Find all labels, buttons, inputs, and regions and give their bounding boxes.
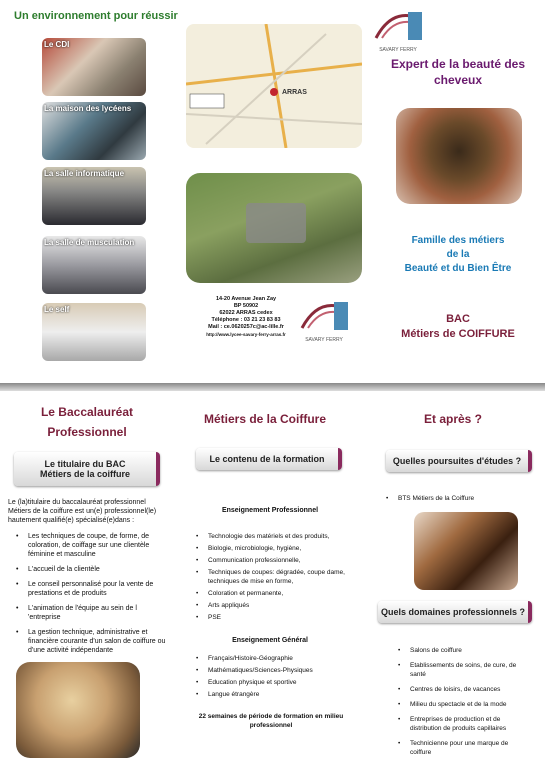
svg-text:ARRAS: ARRAS	[282, 89, 307, 96]
contact-block: 14-20 Avenue Jean Zay BP 50902 62022 ARRAS cedex Téléphone : 03 21 23 83 83 Mail : ce.0620257c@ac-lille.fr http://www.lycee-savary-ferry-arras.fr	[206, 296, 286, 337]
list-item: • Etablissements de soins, de cure, de santé	[398, 661, 526, 679]
aerial-photo	[186, 173, 362, 283]
col3-ribbon-etudes: Quelles poursuites d'études ?	[386, 450, 532, 472]
list-item: • Entreprises de production et de distribution de produits capillaires	[398, 715, 526, 733]
bac-title: BAC Métiers de COIFFURE	[401, 313, 515, 340]
list-item: • Arts appliqués	[196, 601, 346, 610]
pro-title: Enseignement Professionnel	[221, 507, 319, 514]
thumb-maison-lyceens: La maison des lycéens	[42, 102, 146, 160]
school-logo-bottom: SAVARY FERRY	[298, 298, 350, 342]
list-item: • BTS Métiers de la Coiffure	[386, 494, 536, 503]
thumb-salle-informatique: La salle informatique	[42, 167, 146, 225]
famille-title: Famille des métiers de la Beauté et du Bien Être	[404, 235, 512, 274]
col2-ribbon: Le contenu de la formation	[196, 448, 342, 470]
list-item: • Mathématiques/Sciences-Physiques	[196, 666, 346, 675]
thumb-self: Le self	[42, 303, 146, 361]
col1-title: Le Baccalauréat Professionnel	[40, 405, 134, 439]
pro-list	[196, 532, 346, 625]
school-logo-top: SAVARY FERRY	[372, 8, 424, 52]
expert-title: Expert de la beauté des cheveux	[390, 57, 526, 87]
col1-intro: Le (la)titulaire du baccalauréat professionnel Métiers de la coiffure est un(e) professionnel(le) hautement qualifié(e) spécialisé(e)dans :	[8, 499, 157, 524]
list-item: • L'accueil de la clientèle	[16, 565, 166, 574]
list-item: • Le conseil personnalisé pour la vente de prestations et de produits	[16, 580, 166, 598]
thumb-cdi: Le CDI	[42, 38, 146, 96]
list-item: • Education physique et sportive	[196, 678, 346, 687]
col2-title: Métiers de la Coiffure	[203, 412, 327, 426]
city-map	[186, 24, 362, 148]
gen-list	[196, 654, 346, 702]
hair-photo-top	[396, 108, 522, 204]
logo-icon	[372, 8, 424, 42]
list-item: • Les techniques de coupe, de forme, de coloration, de coiffage sur une clientèle féminine et masculine	[16, 532, 166, 559]
list-item: • Technologie des matériels et des produits,	[196, 532, 346, 541]
col2-footer: 22 semaines de période de formation en milieu professionnel	[198, 713, 344, 729]
col1-list	[16, 532, 166, 658]
list-item: • PSE	[196, 613, 346, 622]
logo-icon	[298, 298, 350, 332]
thumb-salle-musculation: La salle de musculation	[42, 236, 146, 294]
col3-title: Et après ?	[423, 412, 483, 426]
list-item: • Salons de coiffure	[398, 646, 526, 655]
list-item: • La gestion technique, administrative et financière courante d'un salon de coiffure ou d'une activité indépendante	[16, 628, 166, 655]
list-item: • L'animation de l'équipe au sein de l 'entreprise	[16, 604, 166, 622]
list-item: • Français/Histoire-Géographie	[196, 654, 346, 663]
list-item: • Communication professionnelle,	[196, 556, 346, 565]
map-roads	[186, 24, 362, 148]
list-item: • Techniques de coupes: dégradée, coupe dame, techniques de mise en forme,	[196, 568, 346, 586]
list-item: • Langue étrangère	[196, 690, 346, 699]
hair-photo-col1	[16, 662, 140, 758]
list-item: • Biologie, microbiologie, hygiène,	[196, 544, 346, 553]
list-item: • Technicienne pour une marque de coiffure	[398, 739, 526, 757]
col3-ribbon-domaines: Quels domaines professionnels ?	[378, 601, 532, 623]
etudes-list	[386, 494, 536, 506]
list-item: • Milieu du spectacle et de la mode	[398, 700, 526, 709]
hair-photo-col3	[414, 512, 518, 590]
page-divider	[0, 383, 545, 391]
gen-title: Enseignement Général	[232, 637, 308, 644]
list-item: • Coloration et permanente,	[196, 589, 346, 598]
domaines-list	[398, 646, 526, 760]
list-item: • Centres de loisirs, de vacances	[398, 685, 526, 694]
left-title: Un environnement pour réussir	[14, 10, 178, 22]
col1-ribbon: Le titulaire du BAC Métiers de la coiffure	[14, 452, 160, 486]
